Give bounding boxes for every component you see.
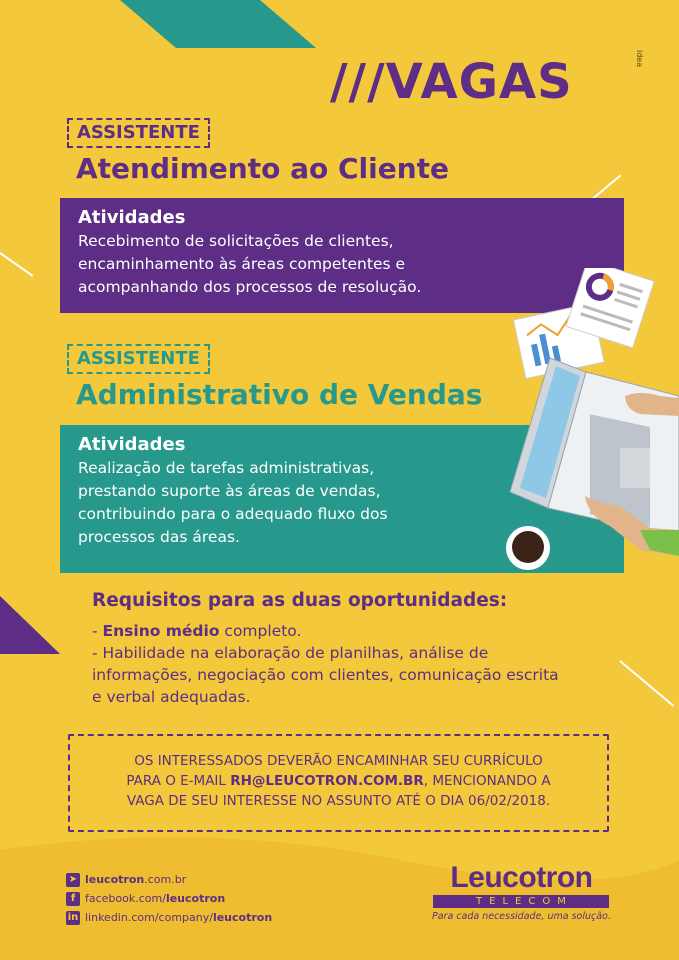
contacts (66, 870, 272, 927)
laptop-illustration (490, 268, 679, 578)
contact-text: facebook.com/leucotron (85, 892, 226, 905)
job2-line: prestando suporte às áreas de vendas, (78, 482, 381, 500)
decor-line (0, 252, 33, 277)
job2-title: Administrativo de Vendas (76, 378, 483, 411)
application-notice (68, 734, 609, 832)
notice-line: OS INTERESSADOS DEVERÃO ENCAMINHAR SEU CURRÍCULO (134, 753, 543, 769)
contact-facebook[interactable] (66, 889, 272, 908)
contact-linkedin[interactable] (66, 908, 272, 927)
requirements-title: Requisitos para as duas oportunidades: (92, 590, 508, 611)
contact-website[interactable] (66, 870, 272, 889)
logo-name: Leucotron (450, 861, 593, 894)
contact-text: leucotron.com.br (85, 873, 187, 886)
job2-box-title: Atividades (78, 434, 186, 455)
decor-line (619, 660, 674, 707)
job2-tag: ASSISTENTE (67, 344, 210, 374)
purple-triangle-shape (0, 596, 60, 654)
logo-bar: TELECOM (433, 895, 609, 908)
facebook-icon: f (66, 892, 80, 906)
company-logo (432, 862, 611, 922)
linkedin-icon: in (67, 912, 79, 923)
job1-line: acompanhando dos processos de resolução. (78, 278, 422, 296)
bullet-dash: - (92, 622, 103, 640)
job1-box-title: Atividades (78, 207, 186, 228)
contact-text: linkedin.com/company/leucotron (85, 911, 273, 924)
notice-line: VAGA DE SEU INTERESSE NO ASSUNTO ATÉ O DIA 06/02/2018. (126, 793, 551, 809)
requirement-item: - Habilidade na elaboração de planilhas, análise de informações, negociação com clientes, comunicação escrita e verbal adequadas. (92, 644, 559, 706)
notice-line (70, 771, 607, 791)
notice-text: PARA O E-MAIL (126, 773, 231, 789)
requirement-bold: Ensino médio (102, 622, 220, 640)
send-icon: ➤ (66, 873, 80, 887)
job1-line: encaminhamento às áreas competentes e (78, 255, 406, 273)
job1-tag: ASSISTENTE (67, 118, 210, 148)
job2-line: contribuindo para o adequado fluxo dos (78, 505, 388, 523)
job1-line: Recebimento de solicitações de clientes, (78, 232, 394, 250)
side-label: idea (635, 50, 644, 68)
logo-tagline: Para cada necessidade, uma solução. (432, 911, 611, 922)
email-link[interactable]: RH@LEUCOTRON.COM.BR (230, 773, 424, 789)
job2-line: Realização de tarefas administrativas, (78, 459, 375, 477)
job1-title: Atendimento ao Cliente (76, 152, 450, 185)
page-title: ///VAGAS (330, 54, 573, 110)
requirement-item (92, 620, 562, 642)
teal-corner-shape (120, 0, 316, 48)
requirements-list (92, 620, 562, 708)
requirement-text: completo. (219, 622, 302, 640)
notice-text: , MENCIONANDO A (423, 773, 551, 789)
job2-line: processos das áreas. (78, 528, 240, 546)
